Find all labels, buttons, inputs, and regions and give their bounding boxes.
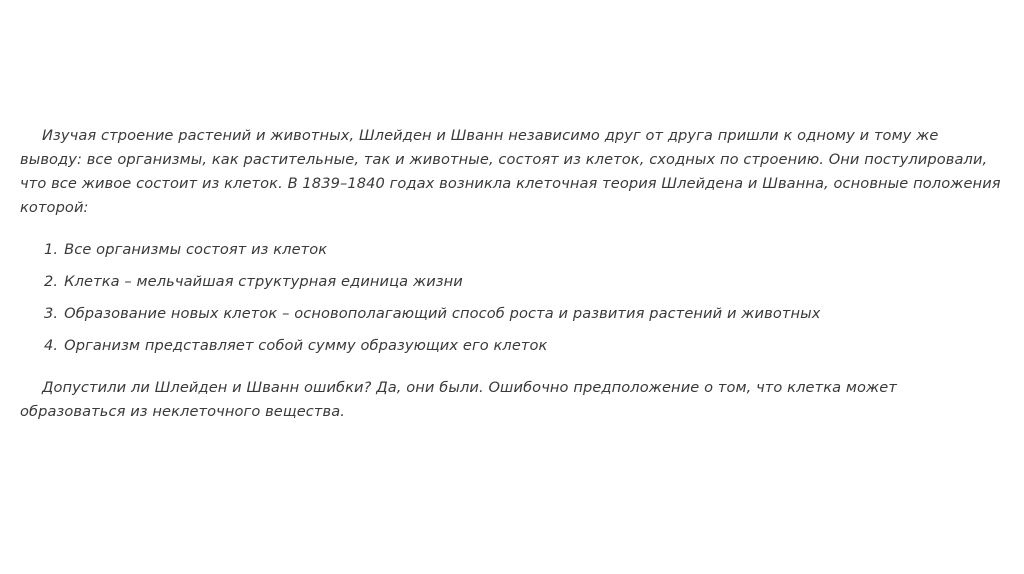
document-body bbox=[20, 124, 1005, 424]
list-item-text: Образование новых клеток – основополагающий способ роста и развития растений и животных bbox=[64, 305, 821, 322]
list-item bbox=[44, 330, 1005, 362]
postulates-list bbox=[20, 234, 1005, 362]
list-item-number: 4. bbox=[44, 337, 59, 354]
list-item-number: 1. bbox=[44, 241, 59, 258]
list-item-text: Организм представляет собой сумму образующих его клеток bbox=[64, 337, 548, 354]
list-item bbox=[44, 266, 1005, 298]
list-item-text: Все организмы состоят из клеток bbox=[64, 241, 328, 258]
list-item bbox=[44, 234, 1005, 266]
conclusion-paragraph: Допустили ли Шлейден и Шванн ошибки? Да, они были. Ошибочно предположение о том, что клетка может образоваться из неклеточного вещества. bbox=[20, 379, 897, 420]
intro-paragraph: Изучая строение растений и животных, Шлейден и Шванн независимо друг от друга пришли к одному и тому же выводу: все организмы, как растительные, так и животные, состоят из клеток, сходных по строению. Они постулировали, что все живое состоит из клеток. В 1839–1840 годах возникла клеточная теория Шлейдена и Шванна, основные положения которой: bbox=[20, 127, 1001, 216]
list-item-number: 2. bbox=[44, 273, 59, 290]
list-item-number: 3. bbox=[44, 305, 59, 322]
list-item-text: Клетка – мельчайшая структурная единица жизни bbox=[64, 273, 463, 290]
list-item bbox=[44, 298, 1005, 330]
